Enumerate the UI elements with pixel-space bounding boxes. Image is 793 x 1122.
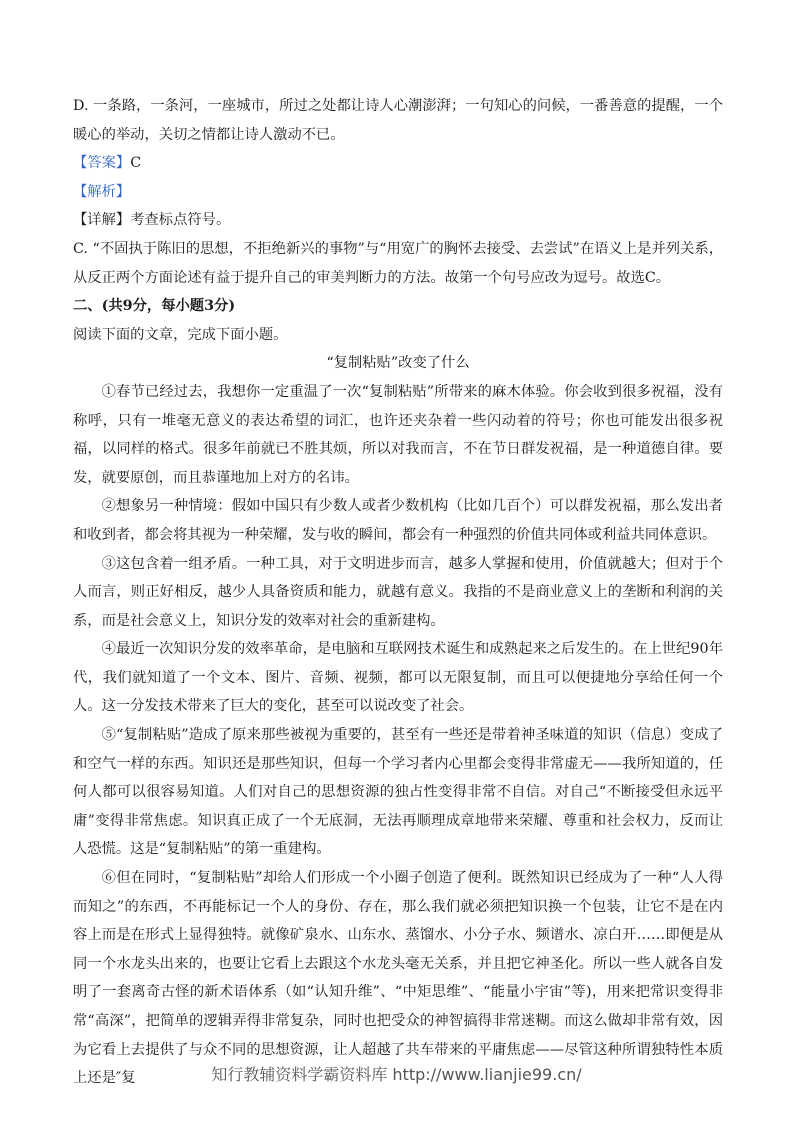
answer-label: 【答案】 [73, 155, 131, 172]
article-paragraph: ④最近一次知识分发的效率革命，是电脑和互联网技术诞生和成熟起来之后发生的。在上世纪90年代，我们就知道了一个文本、图片、音频、视频，都可以无限复制，而且可以便捷地分享给任何一个人。这一分发技术带来了巨大的变化，甚至可以说改变了社会。 [73, 641, 723, 715]
option-d: D. 一条路，一条河，一座城市，所过之处都让诗人心潮澎湃；一句知心的问候，一番善意的提醒，一个暖心的举动，关切之情都让诗人激动不已。 [73, 98, 723, 143]
detail-text: 考查标点符号。 [130, 212, 231, 229]
article-paragraph: ②想象另一种情境：假如中国只有少数人或者少数机构（比如几百个）可以群发祝福，那么发出者和收到者，都会将其视为一种荣耀，发与收的瞬间，都会有一种强烈的价值共同体或利益共同体意识。 [73, 498, 723, 543]
answer-line [73, 149, 723, 178]
article-title: “复制粘贴”改变了什么 [326, 355, 470, 372]
article-paragraph: ⑤“复制粘贴”造成了原来那些被视为重要的，甚至有一些还是带着神圣味道的知识（信息）变成了和空气一样的东西。知识还是那些知识，但每一个学习者内心里都会变得非常虚无——我所知道的，任何人都可以很容易知道。人们对自己的思想资源的独占性变得非常不自信。对自己“不断接受但永远平庸”变得非常焦虑。知识真正成了一个无底洞，无法再顺理成章地带来荣耀、尊重和社会权力，反而让人恐慌。这是“复制粘贴”的第一重建构。 [73, 727, 723, 858]
article-paragraph: ①春节已经过去，我想你一定重温了一次“复制粘贴”所带来的麻木体验。你会收到很多祝福，没有称呼，只有一堆毫无意义的表达希望的词汇，也许还夹杂着一些闪动着的符号；你也可能发出很多祝福，以同样的格式。很多年前就已不胜其烦，所以对我而言，不在节日群发祝福，是一种道德自律。要发，就要原创，而且恭谨地加上对方的名讳。 [73, 383, 723, 486]
analysis-label: 【解析】 [73, 183, 131, 200]
document-body [73, 92, 723, 1093]
answer-value: C [130, 155, 142, 172]
detail-line [73, 206, 723, 235]
section-heading: 二、(共9分，每小题3分) [73, 298, 236, 315]
detail-label: 【详解】 [73, 212, 131, 229]
section-instruction: 阅读下面的文章，完成下面小题。 [73, 326, 288, 343]
detail-explanation: C. “不固执于陈旧的思想，不拒绝新兴的事物”与“用宽广的胸怀去接受、去尝试”在语义上是并列关系，从反正两个方面论述有益于提升自己的审美判断力的方法。故第一个句号应改为逗号。故选C。 [73, 240, 724, 286]
article-paragraph: ③这包含着一组矛盾。一种工具，对于文明进步而言，越多人掌握和使用，价值就越大；但对于个人而言，则正好相反，越少人具备资质和能力，就越有意义。我指的不是商业意义上的垄断和利润的关系，而是社会意义上，知识分发的效率对社会的重新建构。 [73, 555, 723, 629]
footer-watermark: 知行教辅资料学霸资料库 http://www.lianjie99.cn/ [211, 1065, 582, 1084]
article-paragraph: ⑥但在同时，“复制粘贴”却给人们形成一个小圈子创造了便利。既然知识已经成为了一种“人人得而知之”的东西，不再能标记一个人的身份、存在，那么我们就必须把知识换一个包装，让它不是在内容上而是在形式上显得独特。就像矿泉水、山东水、蒸馏水、小分子水、频谱水、凉白开……即便是从同一个水龙头出来的，也要让它看上去跟这个水龙头毫无关系，并且把它神圣化。所以一些人就各自发明了一套离奇古怪的新术语体系（如“认知升维”、“中矩思维”、“能量小宇宙”等)，用来把常识变得非常“高深”，把简单的逻辑弄得非常复杂，同时也把受众的神智搞得非常迷糊。而这么做却非常有效，因为它看上去提供了与众不同的思想资源，让人超越了共车带来的平庸焦虑——尽管这种所谓独特性本质上还是″复 [73, 870, 723, 1087]
